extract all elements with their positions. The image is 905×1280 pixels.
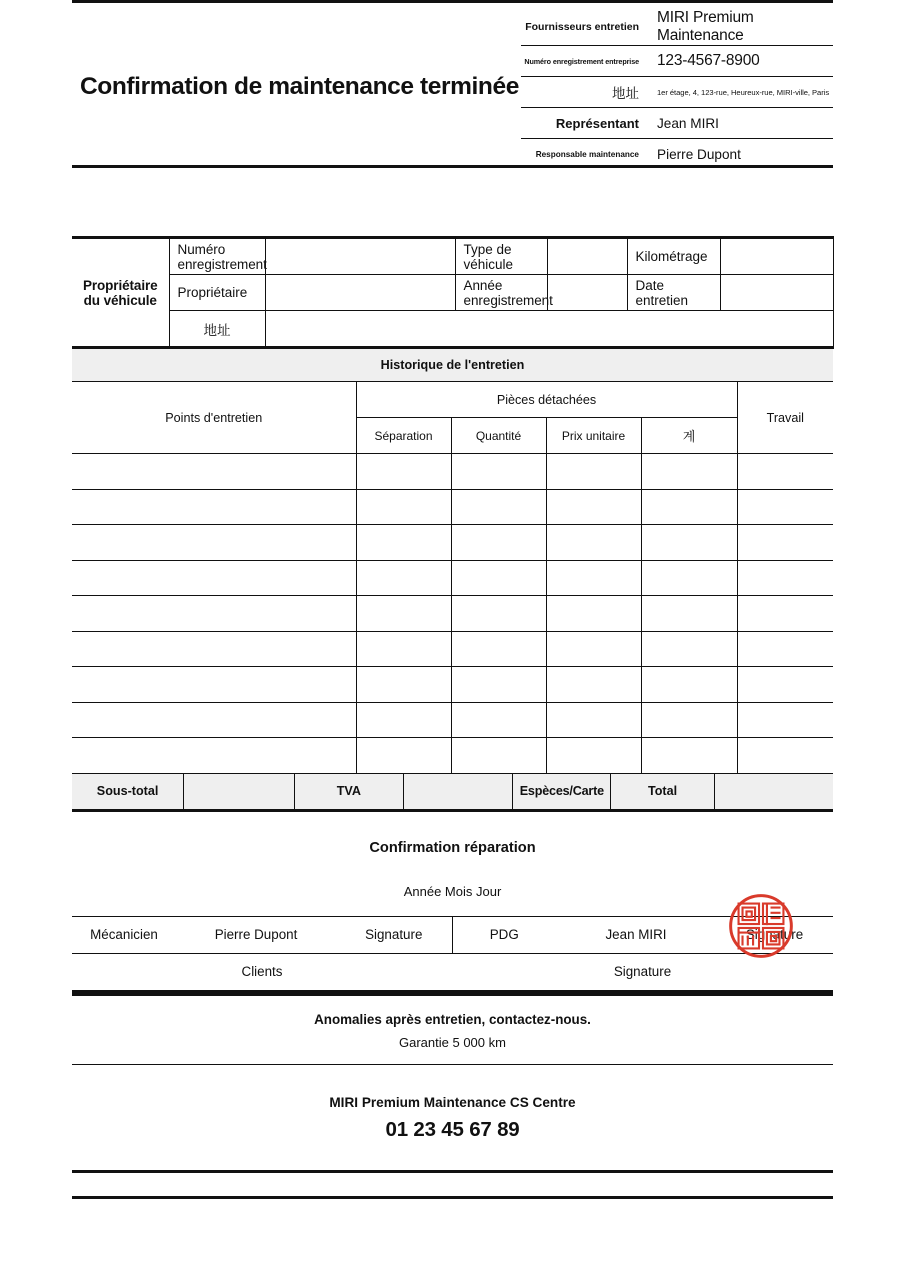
history-header-row-1 (72, 382, 833, 418)
owner-field-registration-year[interactable] (547, 275, 627, 311)
cell-separation[interactable] (356, 702, 451, 738)
totals-label-subtotal: Sous-total (72, 774, 184, 811)
totals-label-total: Total (611, 774, 715, 811)
totals-row-table (72, 774, 833, 812)
notice-main-text: Anomalies après entretien, contactez-nous. (314, 1011, 591, 1027)
confirmation-date-placeholder[interactable]: Année Mois Jour (403, 883, 502, 899)
cell-sum[interactable] (641, 738, 737, 774)
owner-row-2 (72, 275, 833, 311)
cell-quantity[interactable] (451, 489, 546, 525)
cell-sum[interactable] (641, 560, 737, 596)
cell-quantity[interactable] (451, 596, 546, 632)
supplier-label-address: 地址 (521, 77, 648, 108)
notice-warranty-text: Garantie 5 000 km (399, 1034, 506, 1050)
cell-unit-price[interactable] (546, 525, 641, 561)
cell-quantity[interactable] (451, 560, 546, 596)
table-row (72, 667, 833, 703)
totals-field-total[interactable] (714, 774, 833, 811)
cell-separation[interactable] (356, 454, 451, 490)
header-spacer (72, 168, 833, 236)
footer-rule (72, 1196, 833, 1199)
supplier-info-table (521, 9, 833, 169)
supplier-row-registration (521, 46, 833, 77)
document-header (72, 0, 833, 168)
cell-unit-price[interactable] (546, 454, 641, 490)
signature-label-mechanic: Mécanicien (72, 916, 176, 953)
cell-work[interactable] (737, 631, 833, 667)
signature-section (72, 916, 833, 993)
signature-field-mechanic[interactable]: Signature (336, 916, 452, 953)
table-row (72, 489, 833, 525)
cell-quantity[interactable] (451, 738, 546, 774)
cell-unit-price[interactable] (546, 667, 641, 703)
cell-points[interactable] (72, 525, 356, 561)
signature-label-clients: Clients (241, 964, 283, 979)
supplier-value-address: 1er étage, 4, 123-rue, Heureux-rue, MIRI-ville, Paris (648, 77, 833, 108)
totals-label-vat: TVA (294, 774, 403, 811)
cell-separation[interactable] (356, 667, 451, 703)
signature-row-client (72, 953, 833, 991)
totals-row (72, 774, 833, 811)
owner-label-mileage: Kilométrage (627, 238, 720, 275)
owner-label-registration-number: Numéro enregistrement (169, 238, 265, 275)
cell-work[interactable] (737, 489, 833, 525)
cell-work[interactable] (737, 596, 833, 632)
cell-quantity[interactable] (451, 631, 546, 667)
supplier-label-representative: Représentant (521, 108, 648, 139)
history-col-separation: Séparation (356, 418, 451, 454)
history-col-points: Points d'entretien (72, 382, 356, 454)
cell-sum[interactable] (641, 596, 737, 632)
confirmation-title: Confirmation réparation (369, 839, 536, 856)
cell-quantity[interactable] (451, 525, 546, 561)
supplier-label-company: Fournisseurs entretien (521, 9, 648, 46)
cell-work[interactable] (737, 702, 833, 738)
customer-service-section (72, 1065, 833, 1173)
owner-row-1 (72, 238, 833, 275)
supplier-row-address (521, 77, 833, 108)
cell-points[interactable] (72, 489, 356, 525)
history-col-work: Travail (737, 382, 833, 454)
table-row (72, 454, 833, 490)
cell-points[interactable] (72, 702, 356, 738)
table-row (72, 631, 833, 667)
maintenance-history-table (72, 382, 833, 774)
history-section-title: Historique de l'entretien (72, 349, 833, 382)
cell-work[interactable] (737, 454, 833, 490)
cell-sum[interactable] (641, 454, 737, 490)
totals-label-payment-method: Espèces/Carte (513, 774, 611, 811)
signature-label-ceo: PDG (452, 916, 556, 953)
cell-points[interactable] (72, 454, 356, 490)
cell-quantity[interactable] (451, 454, 546, 490)
supplier-row-representative (521, 108, 833, 139)
vehicle-owner-table (72, 236, 834, 349)
table-row (72, 738, 833, 774)
signature-table (72, 916, 833, 993)
cell-sum[interactable] (641, 525, 737, 561)
owner-label-owner-name: Propriétaire (169, 275, 265, 311)
owner-label-registration-year: Année enregistrement (455, 275, 547, 311)
totals-field-vat[interactable] (404, 774, 513, 811)
supplier-value-representative: Jean MIRI (648, 108, 833, 139)
owner-field-owner-name[interactable] (265, 275, 455, 311)
cell-sum[interactable] (641, 631, 737, 667)
cell-separation[interactable] (356, 525, 451, 561)
owner-label-address: 地址 (169, 311, 265, 348)
cell-unit-price[interactable] (546, 560, 641, 596)
signature-field-client[interactable]: Signature (613, 964, 672, 979)
cell-separation[interactable] (356, 738, 451, 774)
cell-separation[interactable] (356, 631, 451, 667)
cell-unit-price[interactable] (546, 631, 641, 667)
cell-work[interactable] (737, 525, 833, 561)
cell-points[interactable] (72, 560, 356, 596)
notice-section (72, 993, 833, 1065)
cell-sum[interactable] (641, 667, 737, 703)
cell-unit-price[interactable] (546, 738, 641, 774)
table-row (72, 596, 833, 632)
cell-sum[interactable] (641, 489, 737, 525)
owner-side-label: Propriétaire du véhicule (72, 238, 169, 348)
page-title: Confirmation de maintenance terminée (80, 73, 519, 100)
owner-row-3 (72, 311, 833, 348)
table-row (72, 702, 833, 738)
history-col-quantity: Quantité (451, 418, 546, 454)
cell-unit-price[interactable] (546, 596, 641, 632)
supplier-row-company (521, 9, 833, 46)
cell-quantity[interactable] (451, 667, 546, 703)
supplier-value-company: MIRI Premium Maintenance (648, 9, 833, 46)
cell-points[interactable] (72, 596, 356, 632)
cell-separation[interactable] (356, 489, 451, 525)
owner-field-service-date[interactable] (720, 275, 833, 311)
cell-sum[interactable] (641, 702, 737, 738)
totals-field-subtotal[interactable] (184, 774, 295, 811)
cs-center-name: MIRI Premium Maintenance CS Centre (329, 1094, 576, 1110)
supplier-value-manager: Pierre Dupont (657, 146, 741, 162)
table-row (72, 525, 833, 561)
owner-field-registration-number[interactable] (265, 238, 455, 275)
supplier-label-registration: Numéro enregistrement entreprise (521, 46, 648, 77)
owner-label-vehicle-type: Type de véhicule (455, 238, 547, 275)
cell-work[interactable] (737, 738, 833, 774)
cell-separation[interactable] (356, 596, 451, 632)
cell-unit-price[interactable] (546, 489, 641, 525)
cell-unit-price[interactable] (546, 702, 641, 738)
owner-field-address[interactable] (265, 311, 833, 348)
owner-field-mileage[interactable] (720, 238, 833, 275)
supplier-label-manager: Responsable maintenance (535, 149, 639, 159)
signature-field-ceo[interactable]: Signature (716, 916, 833, 953)
cell-points[interactable] (72, 667, 356, 703)
history-col-parts-group: Pièces détachées (356, 382, 737, 418)
history-col-unit-price: Prix unitaire (546, 418, 641, 454)
owner-label-service-date: Date entretien (627, 275, 720, 311)
signature-row-staff (72, 916, 833, 953)
cell-quantity[interactable] (451, 702, 546, 738)
history-col-sum: 계 (641, 418, 737, 454)
cell-points[interactable] (72, 631, 356, 667)
table-row (72, 560, 833, 596)
owner-field-vehicle-type[interactable] (547, 238, 627, 275)
cell-points[interactable] (72, 738, 356, 774)
signature-value-ceo-name: Jean MIRI (556, 916, 716, 953)
supplier-row-manager (521, 139, 833, 170)
cell-work[interactable] (737, 560, 833, 596)
document-sheet (72, 0, 833, 1199)
supplier-value-registration: 123-4567-8900 (648, 46, 833, 77)
cell-separation[interactable] (356, 560, 451, 596)
cell-work[interactable] (737, 667, 833, 703)
signature-value-mechanic-name: Pierre Dupont (176, 916, 336, 953)
cs-phone-number: 01 23 45 67 89 (385, 1117, 520, 1141)
